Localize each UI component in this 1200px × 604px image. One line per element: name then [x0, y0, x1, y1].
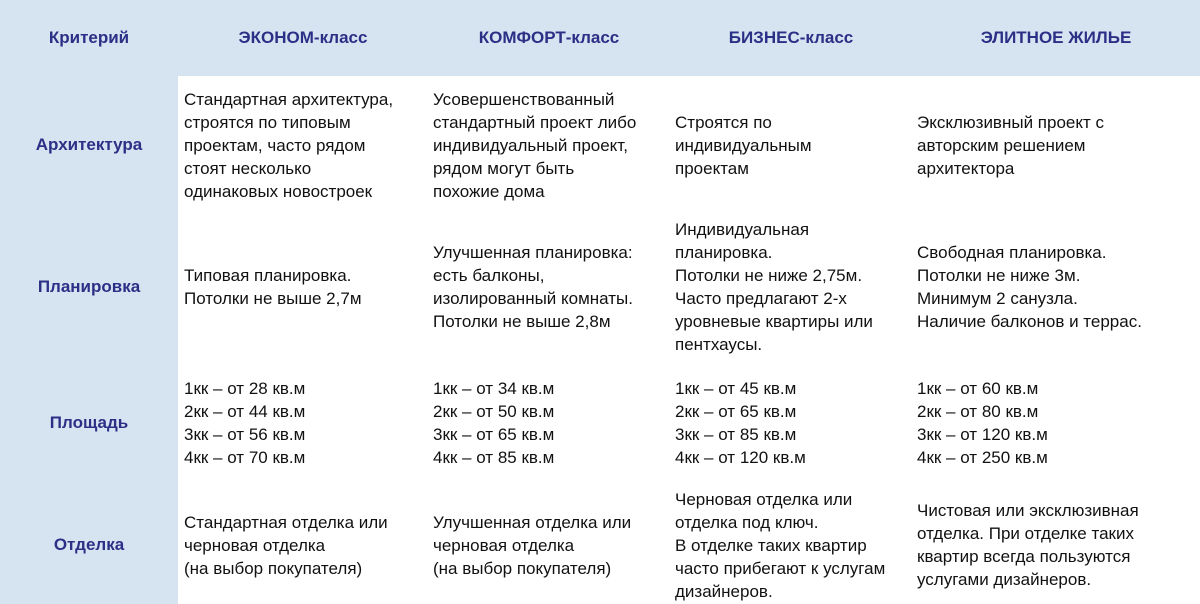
header-business: БИЗНЕС-класс — [728, 28, 854, 47]
table-cell: Усовершенствованный стандартный проект либо индивидуальный проект, рядом могут быть похожие дома — [433, 89, 637, 201]
table-cell: Улучшенная отделка или черновая отделка (на выбор покупателя) — [433, 512, 632, 578]
table-cell: Стандартная архитектура, строятся по типовым проектам, часто рядом стоят несколько одинаковых новостроек — [184, 89, 394, 201]
row-label-architecture: Архитектура — [35, 135, 143, 154]
row-label-layout: Планировка — [37, 277, 141, 296]
table-cell: Чистовая или эксклюзивная отделка. При отделке таких квартир всегда пользуются услугами дизайнеров. — [917, 501, 1139, 589]
table-cell: 1кк – от 45 кв.м 2кк – от 65 кв.м 3кк – от 85 кв.м 4кк – от 120 кв.м — [675, 379, 806, 467]
table-cell: Свободная планировка. Потолки не ниже 3м. Минимум 2 санузла. Наличие балконов и террас. — [917, 243, 1142, 331]
row-label-area: Площадь — [49, 413, 129, 432]
table-cell: Типовая планировка. Потолки не выше 2,7м — [184, 266, 362, 308]
table-cell: Индивидуальная планировка. Потолки не ниже 2,75м. Часто предлагают 2-х уровневые квартиры или пентхаусы. — [675, 220, 873, 354]
table-cell: Строятся по индивидуальным проектам — [675, 112, 812, 178]
table-cell: 1кк – от 34 кв.м 2кк – от 50 кв.м 3кк – от 65 кв.м 4кк – от 85 кв.м — [433, 379, 555, 467]
header-criterion: Критерий — [48, 28, 130, 47]
table-cell: Черновая отделка или отделка под ключ. В отделке таких квартир часто прибегают к услугам дизайнеров. — [675, 489, 886, 601]
table-cell: Улучшенная планировка: есть балконы, изолированный комнаты. Потолки не выше 2,8м — [433, 243, 633, 331]
header-economy: ЭКОНОМ-класс — [238, 28, 368, 47]
header-comfort: КОМФОРТ-класс — [478, 28, 620, 47]
table-cell: Эксклюзивный проект с авторским решением архитектора — [917, 112, 1104, 178]
table-cell: Стандартная отделка или черновая отделка (на выбор покупателя) — [184, 512, 388, 578]
header-elite: ЭЛИТНОЕ ЖИЛЬЕ — [980, 28, 1132, 47]
table-cell: 1кк – от 28 кв.м 2кк – от 44 кв.м 3кк – от 56 кв.м 4кк – от 70 кв.м — [184, 379, 306, 467]
table-cell: 1кк – от 60 кв.м 2кк – от 80 кв.м 3кк – от 120 кв.м 4кк – от 250 кв.м — [917, 379, 1048, 467]
row-label-finishing: Отделка — [53, 535, 125, 554]
